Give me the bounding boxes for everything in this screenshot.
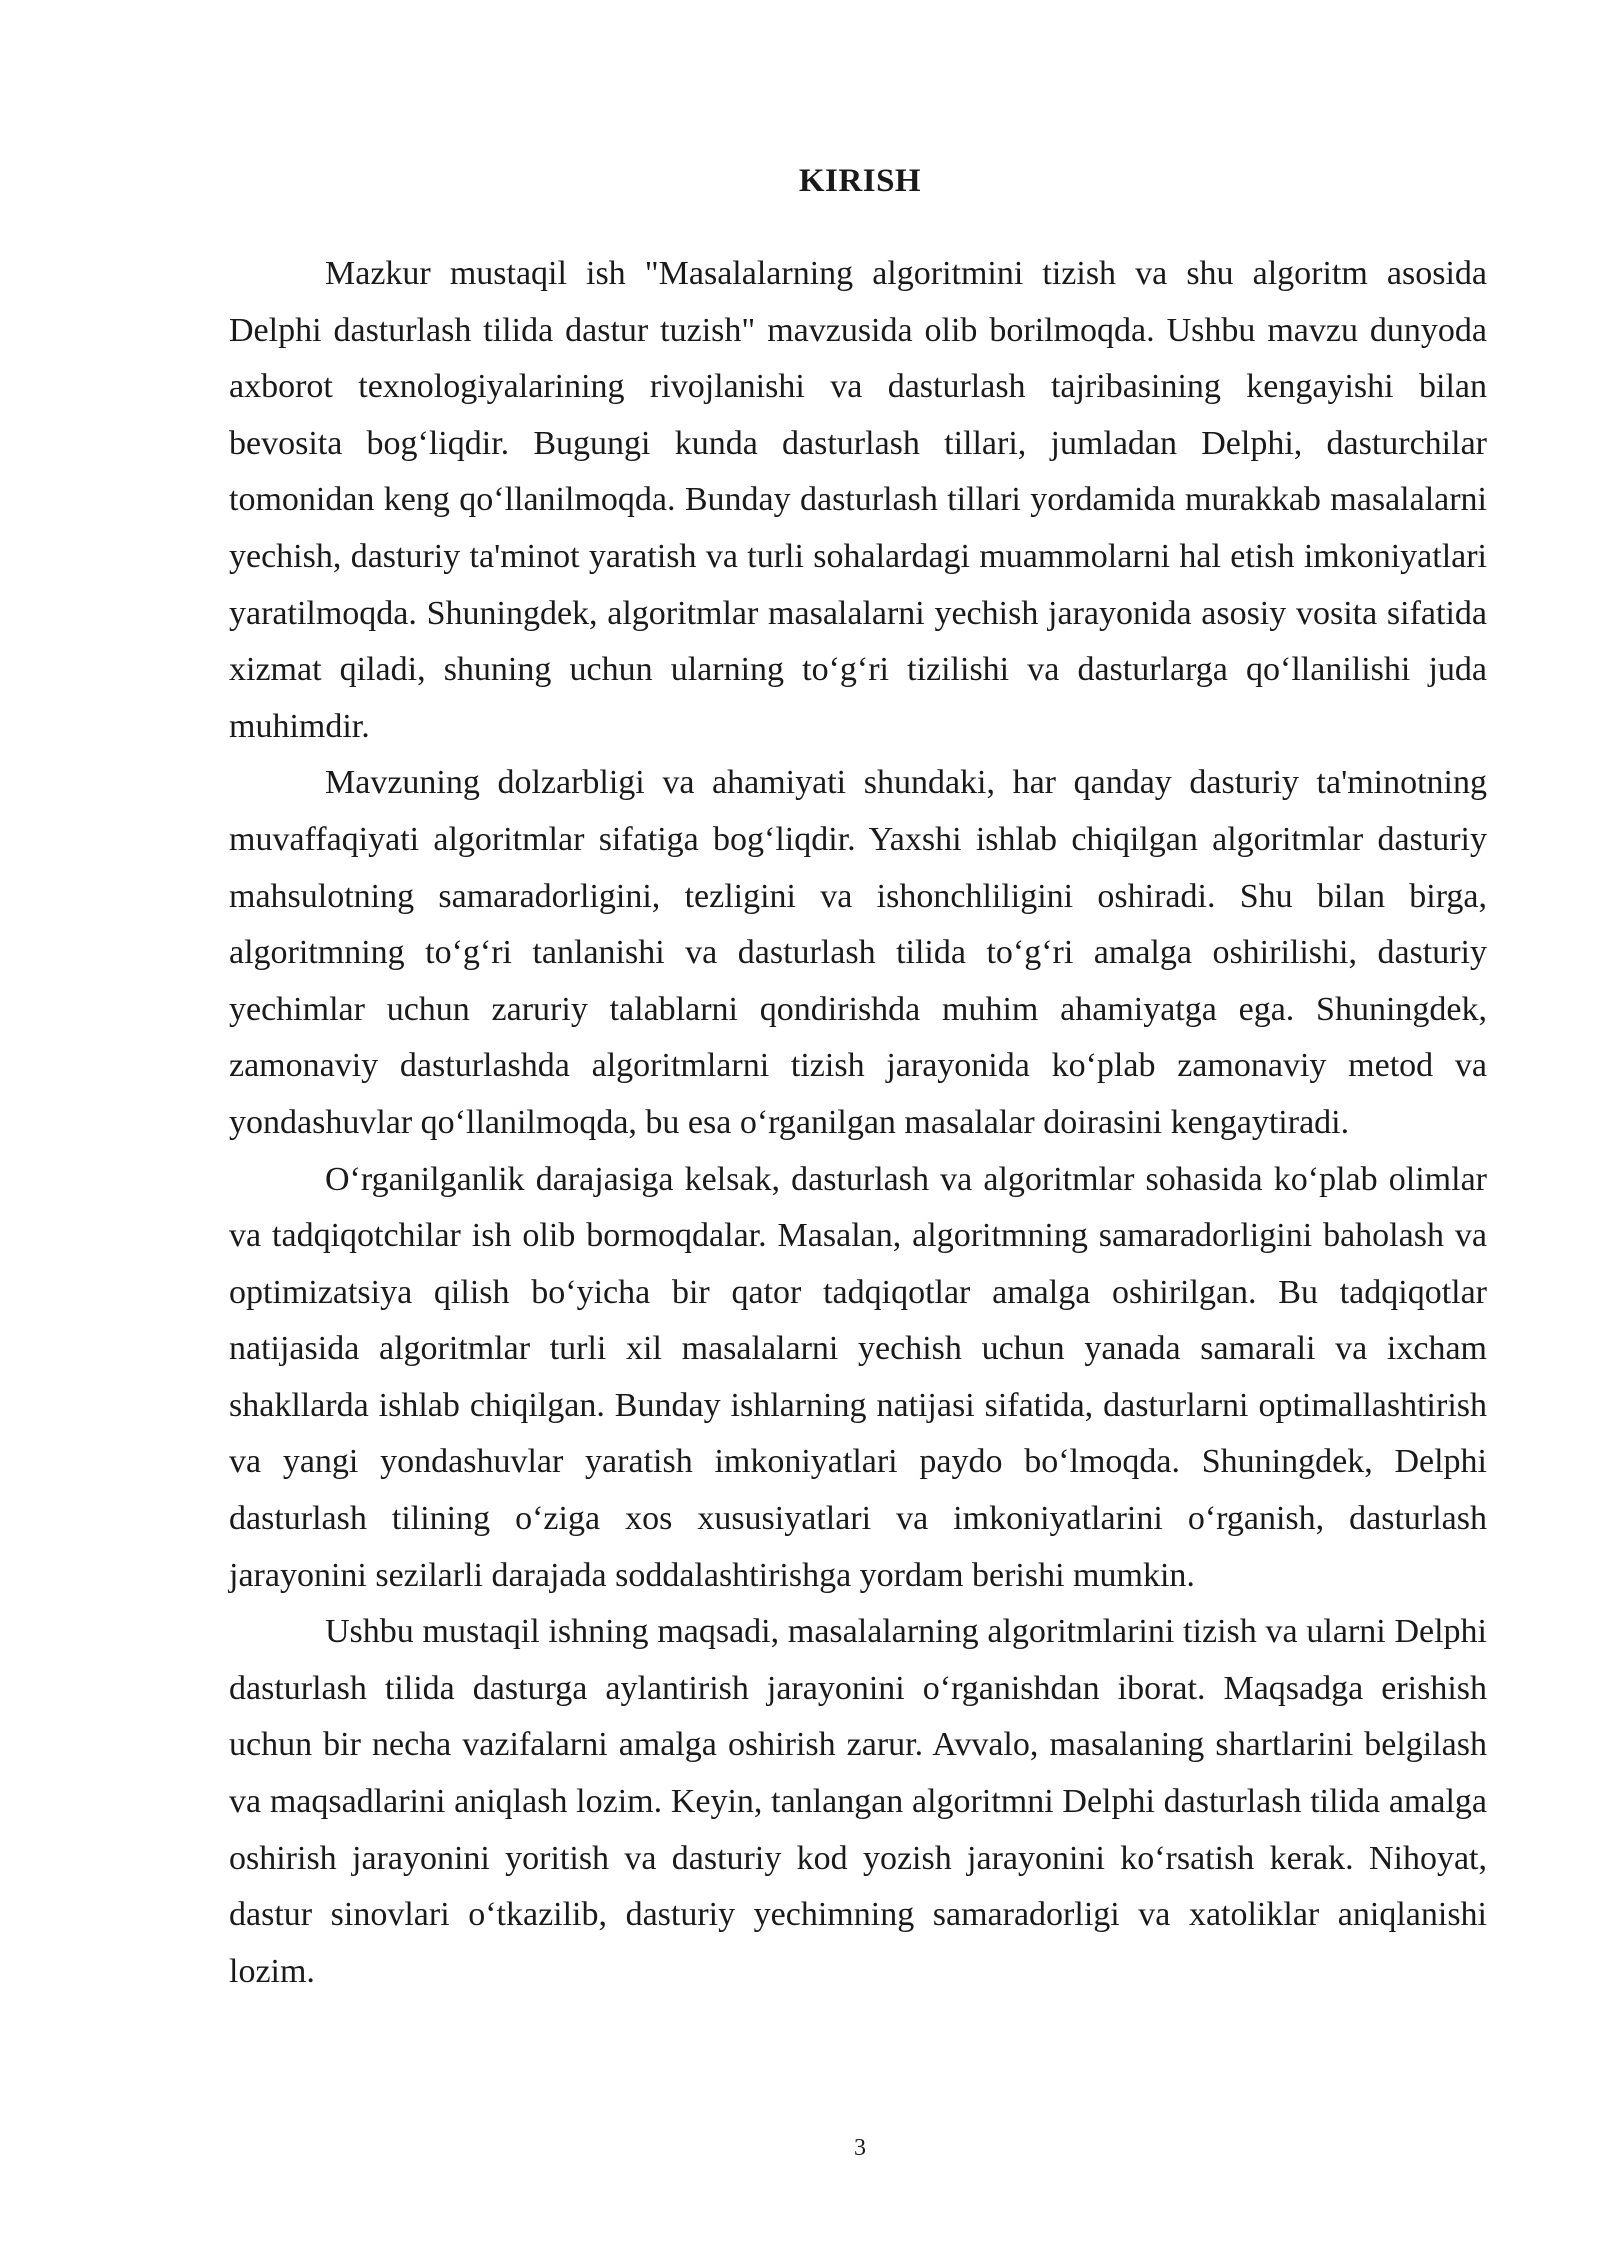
paragraph-study-level: O‘rganilganlik darajasiga kelsak, dasturlash va algoritmlar sohasida ko‘plab olimlar va tadqiqotchilar ish olib bormoqdalar. Masalan, algoritmning samaradorligini baholash va optimizatsiya qilish bo‘yicha bir qator tadqiqotlar amalga oshirilgan. Bu tadqiqotlar natijasida algoritmlar turli xil masalalarni yechish uchun yanada samarali va ixcham shakllarda ishlab chiqilgan. Bunday ishlarning natijasi sifatida, dasturlarni optimallashtirish va yangi yondashuvlar yaratish imkoniyatlari paydo bo‘lmoqda. Shuningdek, Delphi dasturlash tilining o‘ziga xos xususiyatlari va imkoniyatlarini o‘rganish, dasturlash jarayonini sezilarli darajada soddalashtirishga yordam berishi mumkin. (229, 1160, 1487, 1594)
paragraph-relevance: Mavzuning dolzarbligi va ahamiyati shundaki, har qanday dasturiy ta'minotning muvaffaqiyati algoritmlar sifatiga bog‘liqdir. Yaxshi ishlab chiqilgan algoritmlar dasturiy mahsulotning samaradorligini, tezligini va ishonchliligini oshiradi. Shu bilan birga, algoritmning to‘g‘ri tanlanishi va dasturlash tilida to‘g‘ri amalga oshirilishi, dasturiy yechimlar uchun zaruriy talablarni qondirishda muhim ahamiyatga ega. Shuningdek, zamonaviy dasturlashda algoritmlarni tizish jarayonida ko‘plab zamonaviy metod va yondashuvlar qo‘llanilmoqda, bu esa o‘rganilgan masalalar doirasini kengaytiradi. (229, 764, 1487, 1141)
page-number: 3 (854, 2135, 866, 2161)
paragraph-intro: Mazkur mustaqil ish "Masalalarning algoritmini tizish va shu algoritm asosida Delphi dasturlash tilida dastur tuzish" mavzusida olib borilmoqda. Ushbu mavzu dunyoda axborot texnologiyalarining rivojlanishi va dasturlash tajribasining kengayishi bilan bevosita bog‘liqdir. Bugungi kunda dasturlash tillari, jumladan Delphi, dasturchilar tomonidan keng qo‘llanilmoqda. Bunday dasturlash tillari yordamida murakkab masalalarni yechish, dasturiy ta'minot yaratish va turli sohalardagi muammolarni hal etish imkoniyatlari yaratilmoqda. Shuningdek, algoritmlar masalalarni yechish jarayonida asosiy vosita sifatida xizmat qiladi, shuning uchun ularning to‘g‘ri tizilishi va dasturlarga qo‘llanilishi juda muhimdir. (229, 255, 1487, 745)
body-text (229, 246, 1487, 2000)
section-heading: KIRISH (798, 163, 922, 199)
paragraph-goal: Ushbu mustaqil ishning maqsadi, masalalarning algoritmlarini tizish va ularni Delphi dasturlash tilida dasturga aylantirish jarayonini o‘rganishdan iborat. Maqsadga erishish uchun bir necha vazifalarni amalga oshirish zarur. Avvalo, masalaning shartlarini belgilash va maqsadlarini aniqlash lozim. Keyin, tanlangan algoritmni Delphi dasturlash tilida amalga oshirish jarayonini yoritish va dasturiy kod yozish jarayonini ko‘rsatish kerak. Nihoyat, dastur sinovlari o‘tkazilib, dasturiy yechimning samaradorligi va xatoliklar aniqlanishi lozim. (229, 1613, 1487, 1990)
